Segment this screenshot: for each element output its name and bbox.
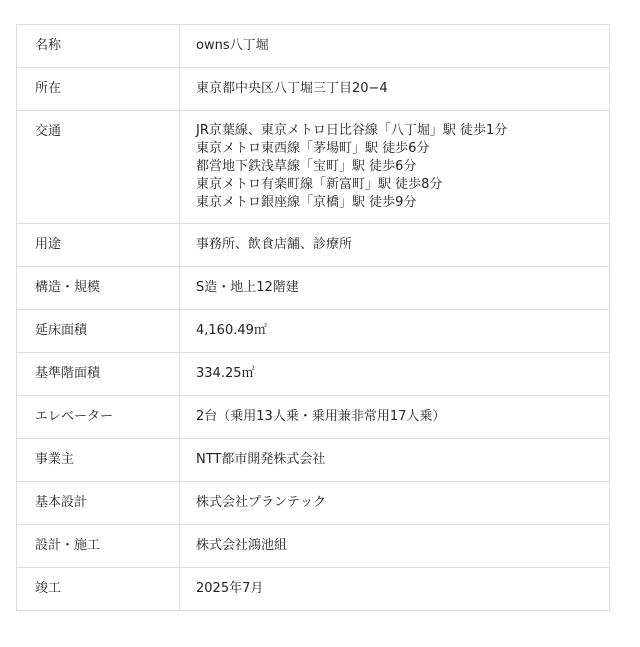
spec-row-design-construction xyxy=(17,525,610,568)
spec-label: 基準階面積 xyxy=(17,353,180,396)
spec-row-total-floor-area xyxy=(17,310,610,353)
spec-label: 所在 xyxy=(17,68,180,111)
spec-row-name xyxy=(17,25,610,68)
access-line: 東京メトロ有楽町線「新富町」駅 徒歩8分 xyxy=(196,177,443,192)
spec-row-location xyxy=(17,68,610,111)
spec-value: 2025年7月 xyxy=(180,568,610,611)
spec-value: 株式会社プランテック xyxy=(180,482,610,525)
property-spec-table xyxy=(16,24,610,611)
spec-row-access xyxy=(17,111,610,224)
access-line: 都営地下鉄浅草線「宝町」駅 徒歩6分 xyxy=(196,159,417,174)
spec-row-elevator xyxy=(17,396,610,439)
spec-value: 334.25㎡ xyxy=(180,353,610,396)
access-line: 東京メトロ東西線「茅場町」駅 徒歩6分 xyxy=(196,141,430,156)
spec-row-completion xyxy=(17,568,610,611)
spec-value: 東京都中央区八丁堀三丁目20−4 xyxy=(180,68,610,111)
spec-value: S造・地上12階建 xyxy=(180,267,610,310)
spec-label: 事業主 xyxy=(17,439,180,482)
spec-label: 設計・施工 xyxy=(17,525,180,568)
access-line: JR京葉線、東京メトロ日比谷線「八丁堀」駅 徒歩1分 xyxy=(196,123,508,138)
access-line: 東京メトロ銀座線「京橋」駅 徒歩9分 xyxy=(196,195,417,210)
spec-value: 4,160.49㎡ xyxy=(180,310,610,353)
spec-row-structure xyxy=(17,267,610,310)
spec-value: 株式会社鴻池組 xyxy=(180,525,610,568)
spec-label: 名称 xyxy=(17,25,180,68)
spec-value-access xyxy=(180,111,610,224)
spec-value: NTT都市開発株式会社 xyxy=(180,439,610,482)
spec-label: 竣工 xyxy=(17,568,180,611)
spec-row-basic-design xyxy=(17,482,610,525)
spec-label: エレベーター xyxy=(17,396,180,439)
spec-value: 2台（乗用13人乗・乗用兼非常用17人乗） xyxy=(180,396,610,439)
spec-row-developer xyxy=(17,439,610,482)
spec-label: 構造・規模 xyxy=(17,267,180,310)
spec-label: 延床面積 xyxy=(17,310,180,353)
spec-row-typical-floor-area xyxy=(17,353,610,396)
spec-label: 交通 xyxy=(17,111,180,224)
spec-label: 基本設計 xyxy=(17,482,180,525)
spec-value: owns八丁堀 xyxy=(180,25,610,68)
spec-value: 事務所、飲食店舗、診療所 xyxy=(180,224,610,267)
spec-row-use xyxy=(17,224,610,267)
spec-label: 用途 xyxy=(17,224,180,267)
